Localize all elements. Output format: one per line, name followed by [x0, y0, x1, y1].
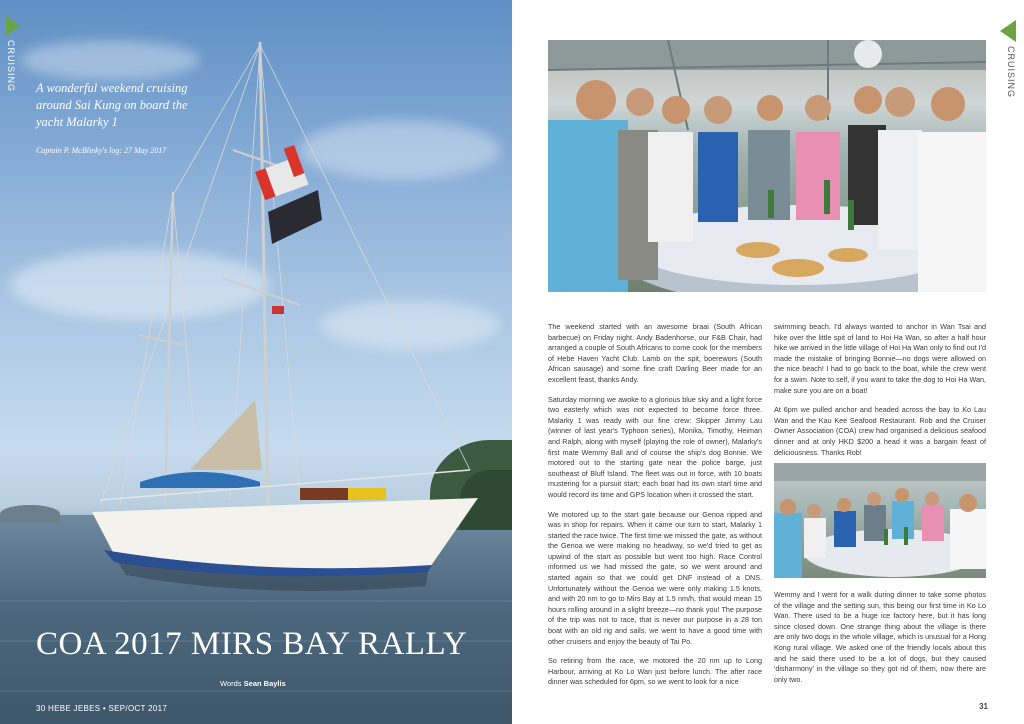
section-tag: CRUISING: [1006, 46, 1016, 99]
paragraph: The weekend started with an awesome braai (South African barbecue) on Friday night. Andy Badenhorse, our F&B Chair, had arranged a couple of South Africans to come cook for the members of Hebe Haven Yacht Club. Lamb on the spit, boerewors (South African sausage) and some fine craft Darling Beer made for an excellent feast, thanks Andy.: [548, 322, 762, 384]
pirate-flag: [268, 190, 322, 244]
byline-author: Sean Baylis: [243, 679, 286, 688]
bimini-cover: [140, 472, 260, 488]
article-column-1: [548, 322, 762, 697]
article-column-3: [774, 590, 986, 694]
spreader: [222, 278, 300, 305]
page-number: 31: [979, 702, 988, 711]
section-marker-icon: [1000, 20, 1016, 42]
article-column-2: [774, 322, 986, 467]
paragraph: Wemmy and I went for a walk during dinner to take some photos of the village and the setting sun, this being our first time in Ko Lo Wan. There used to be a huge ice factory here, but it has long since closed down. One strange thing about the village is there are only two dogs in the whole village, which is unusual for a Hong Kong rural village. We asked one of the friendly locals about this and he said there used to be a lot of dogs, but they caused 'disharmony' in the village so they got rid of them, now there are only two.: [774, 590, 986, 684]
paragraph: Saturday morning we awoke to a glorious blue sky and a light force two easterly which was not expected to become force three. Malarky 1 was ready with our fine crew: Skipper Jimmy Lau (winner of last year's Typhoon series), Monika, Timothy, Heiman and Ralph, along with myself (playing the role of owner), Malarky's first mate Wemmy Ball and of course the ship's dog Bonnie. We motored out to the starting gate near the police barge, just southeast of Bluff Island. The fleet was out in force, with 10 boats mustering for a pursuit start; each boat had its own start time and would record its time and GPS location when it crossed the start.: [548, 394, 762, 499]
byline-prefix: Words: [220, 679, 242, 688]
section-tag: CRUISING: [6, 40, 16, 93]
group-dinner-photo: [548, 40, 986, 292]
paragraph: At 6pm we pulled anchor and headed across the bay to Ko Lau Wan and the Kau Kee Seafood Restaurant. Rob and the Cruiser Owner Association (COA) crew had organised a delicious seafood dinner and at only HKD $200 a head it was a bargain feast of deliciousness. Thanks Rob!: [774, 405, 986, 457]
small-flag: [272, 306, 284, 314]
article-standfirst: A wonderful weekend cruising around Sai Kung on board the yacht Malarky 1: [36, 81, 188, 129]
log-line: Captain P. McBlinky's log: 27 May 2017: [36, 146, 167, 155]
article-title: COA 2017 MIRS BAY RALLY: [36, 626, 468, 662]
deck-gear: [300, 488, 348, 500]
furled-sail: [190, 400, 262, 470]
mizzen-mast: [165, 192, 173, 505]
page-folio: 30 HEBE JEBES • SEP/OCT 2017: [36, 704, 168, 713]
restaurant-dinner-photo: [774, 463, 986, 578]
paragraph: We motored up to the start gate because our Genoa ripped and was in shop for repairs. When it came our turn to start, Malarky 1 started the race twice. The first time we missed the gate, as without the Genoa we were making no headway, so we'd tried to get as upwind of the start as possible but went too high. Race Control informed us we had missed the gate, so we went around and started again so that we could get DNF instead of a DNS. Unfortunately without the Genoa we were only making 1.5 knots, and with 20 nm to go to Mirs Bay at 1.5 nm/h, that would mean 15 hours rolling around in a slight breeze—no thank you! The purpose of the trip was not to race, that is never our purpose in a 28 ton boat with an old rig and sails, we went to have a good time with other cruisers and enjoy the beauty of Tai Po.: [548, 509, 762, 646]
deck-gear: [348, 488, 386, 500]
section-marker-icon: [6, 16, 20, 36]
byline: [220, 679, 286, 688]
right-page: [512, 0, 1024, 724]
main-mast: [260, 42, 268, 505]
paragraph: So retiring from the race, we motored the 20 nm up to Long Harbour, arriving at Ko Lo Wan just before lunch. The after race dinner was scheduled for 6pm, so we went to look for a nice: [548, 656, 762, 687]
spreader: [138, 335, 185, 345]
paragraph: swimming beach. I'd always wanted to anchor in Wan Tsai and hike over the little spit of land to Hoi Ha Wan, so after a half hour hike we arrived in the little village of Hoi Ha Wan only to find out I'd made the mistake of bringing Bonnie—no dogs were allowed on the nice beach! I had to go back to the boat, while the crew went for a swim. Note to self, if you want to take the dog to Hoi Ha Wan, make sure you are on a boat!: [774, 322, 986, 395]
